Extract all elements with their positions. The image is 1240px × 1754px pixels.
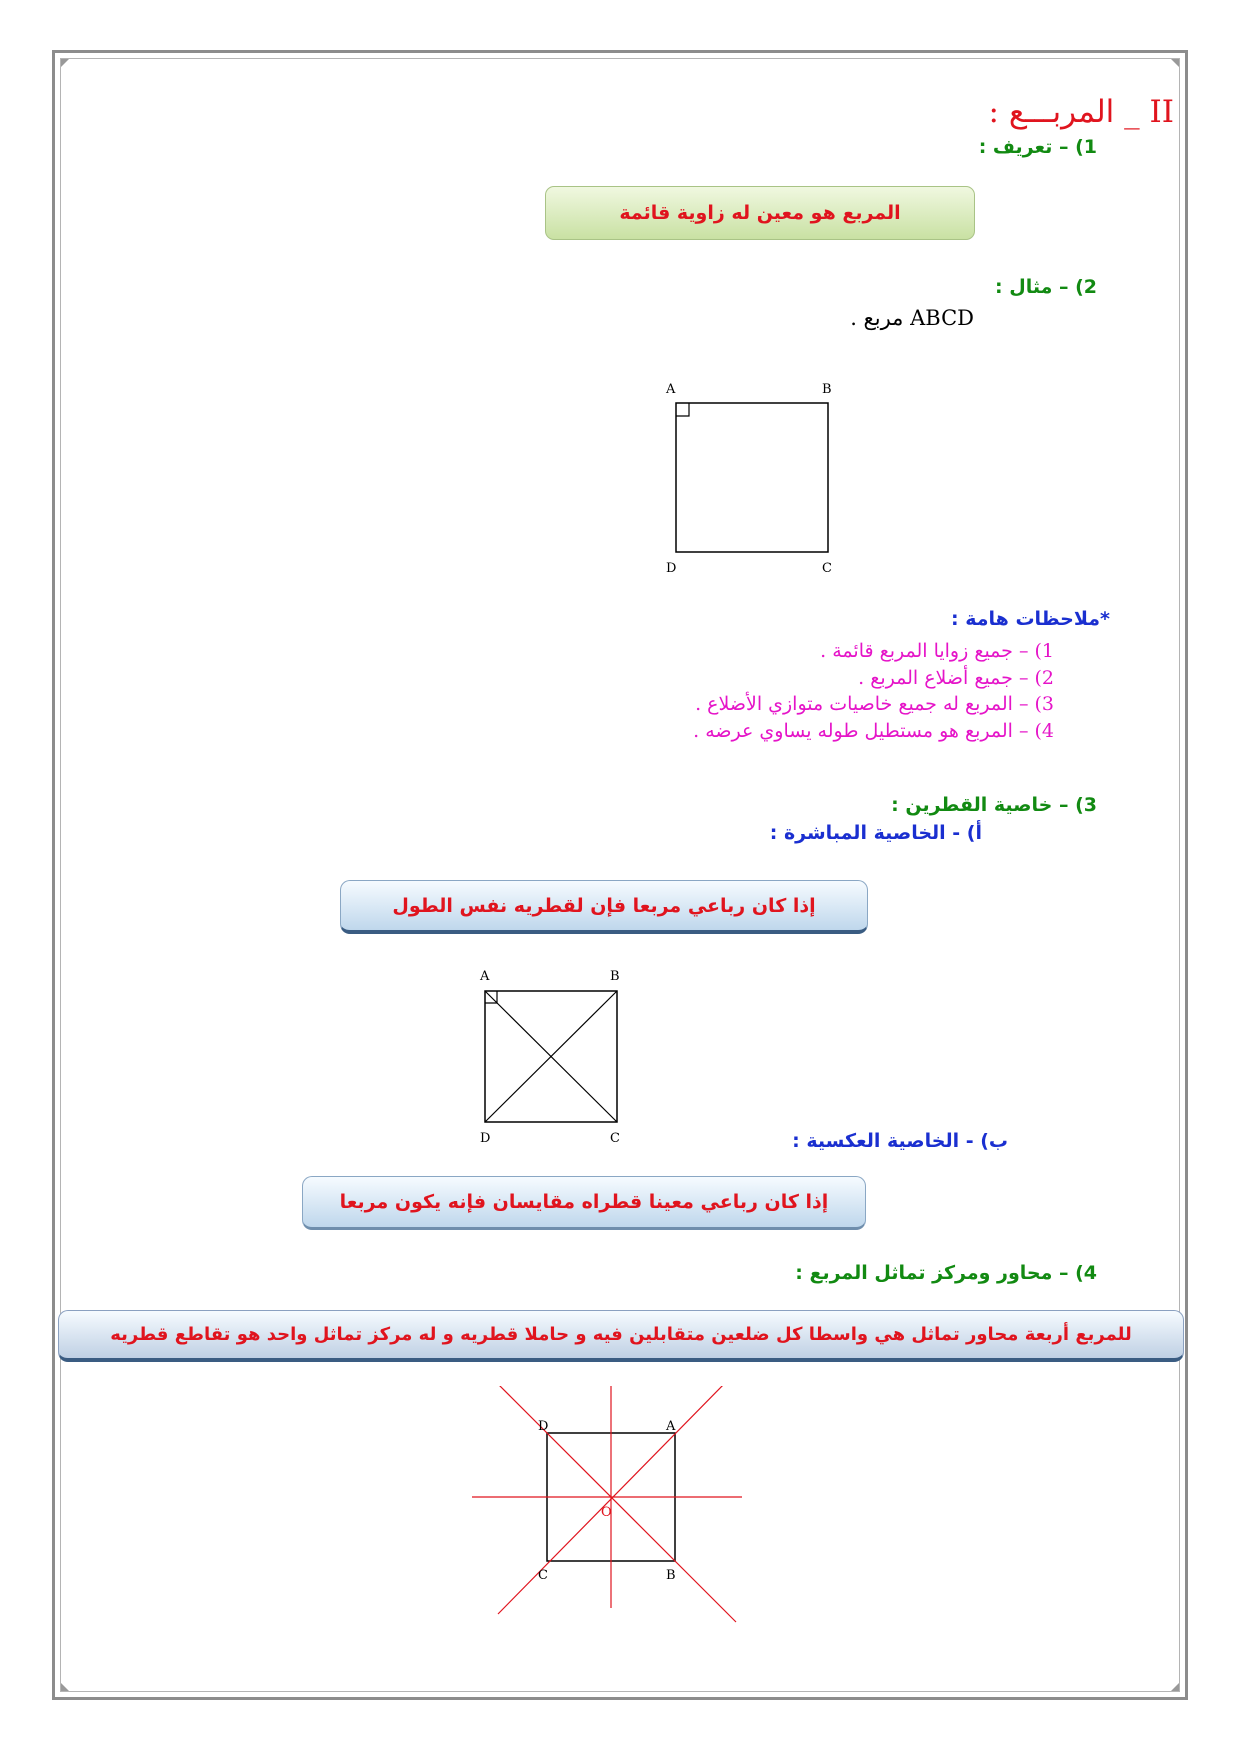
corner-ornament-bottom-left xyxy=(61,1683,69,1691)
vertex-label-a: A xyxy=(666,382,676,397)
vertex-label-d: D xyxy=(480,1131,491,1146)
section-title-text: _ المربـــع : xyxy=(988,94,1140,130)
note-item: 2) – جميع أضلاع المربع . xyxy=(858,666,1054,689)
square-abcd xyxy=(676,403,828,552)
corner-ornament-top-right xyxy=(1171,59,1179,67)
diagonals-heading: 3) – خاصية القطرين : xyxy=(891,794,1097,816)
square-figure-example xyxy=(660,376,860,586)
square-symmetry-figure xyxy=(460,1386,750,1706)
section-number: II xyxy=(1149,94,1174,130)
right-angle-marker xyxy=(676,403,689,416)
vertex-label-b: B xyxy=(610,969,620,984)
vertex-label-a: A xyxy=(480,969,490,984)
direct-property-box: إذا كان رباعي مربعا فإن لقطريه نفس الطول xyxy=(340,880,868,934)
symmetry-box: للمربع أربعة محاور تماثل هي واسطا كل ضلعين متقابلين فيه و حاملا قطريه و له مركز تماثل واحد هو تقاطع قطريه xyxy=(58,1310,1184,1362)
symmetry-heading: 4) – محاور ومركز تماثل المربع : xyxy=(795,1262,1097,1284)
definition-heading: 1) – تعريف : xyxy=(978,136,1097,158)
symmetry-axis-diagonal-db xyxy=(495,1386,736,1622)
vertex-label-c: C xyxy=(610,1131,620,1146)
vertex-label-c: C xyxy=(538,1568,548,1583)
converse-property-box: إذا كان رباعي معينا قطراه مقايسان فإنه يكون مربعا xyxy=(302,1176,866,1230)
square-diagonals-figure xyxy=(470,962,640,1152)
vertex-label-a: A xyxy=(666,1419,676,1434)
vertex-label-c: C xyxy=(822,561,832,576)
notes-title: *ملاحظات هامة : xyxy=(951,608,1110,630)
vertex-label-b: B xyxy=(666,1568,676,1583)
direct-property-heading: أ) - الخاصية المباشرة : xyxy=(769,822,982,844)
vertex-label-d: D xyxy=(666,561,677,576)
vertex-label-b: B xyxy=(822,382,832,397)
example-heading: 2) – مثال : xyxy=(995,276,1097,298)
note-item: 3) – المربع له جميع خاصيات متوازي الأضلاع . xyxy=(695,693,1054,716)
vertex-label-d: D xyxy=(538,1419,549,1434)
converse-property-heading: ب) - الخاصية العكسية : xyxy=(792,1130,1008,1152)
symmetry-axis-diagonal-ac xyxy=(498,1386,727,1614)
corner-ornament-bottom-right xyxy=(1171,1683,1179,1691)
definition-box: المربع هو معين له زاوية قائمة xyxy=(545,186,975,240)
notes-list xyxy=(693,638,1054,744)
section-title xyxy=(989,94,1174,130)
note-item: 1) – جميع زوايا المربع قائمة . xyxy=(820,640,1054,662)
center-label-o: O xyxy=(601,1505,612,1520)
corner-ornament-top-left xyxy=(61,59,69,67)
example-text: ABCD مربع . xyxy=(850,306,974,330)
note-item: 4) – المربع هو مستطيل طوله يساوي عرضه . xyxy=(693,719,1054,742)
